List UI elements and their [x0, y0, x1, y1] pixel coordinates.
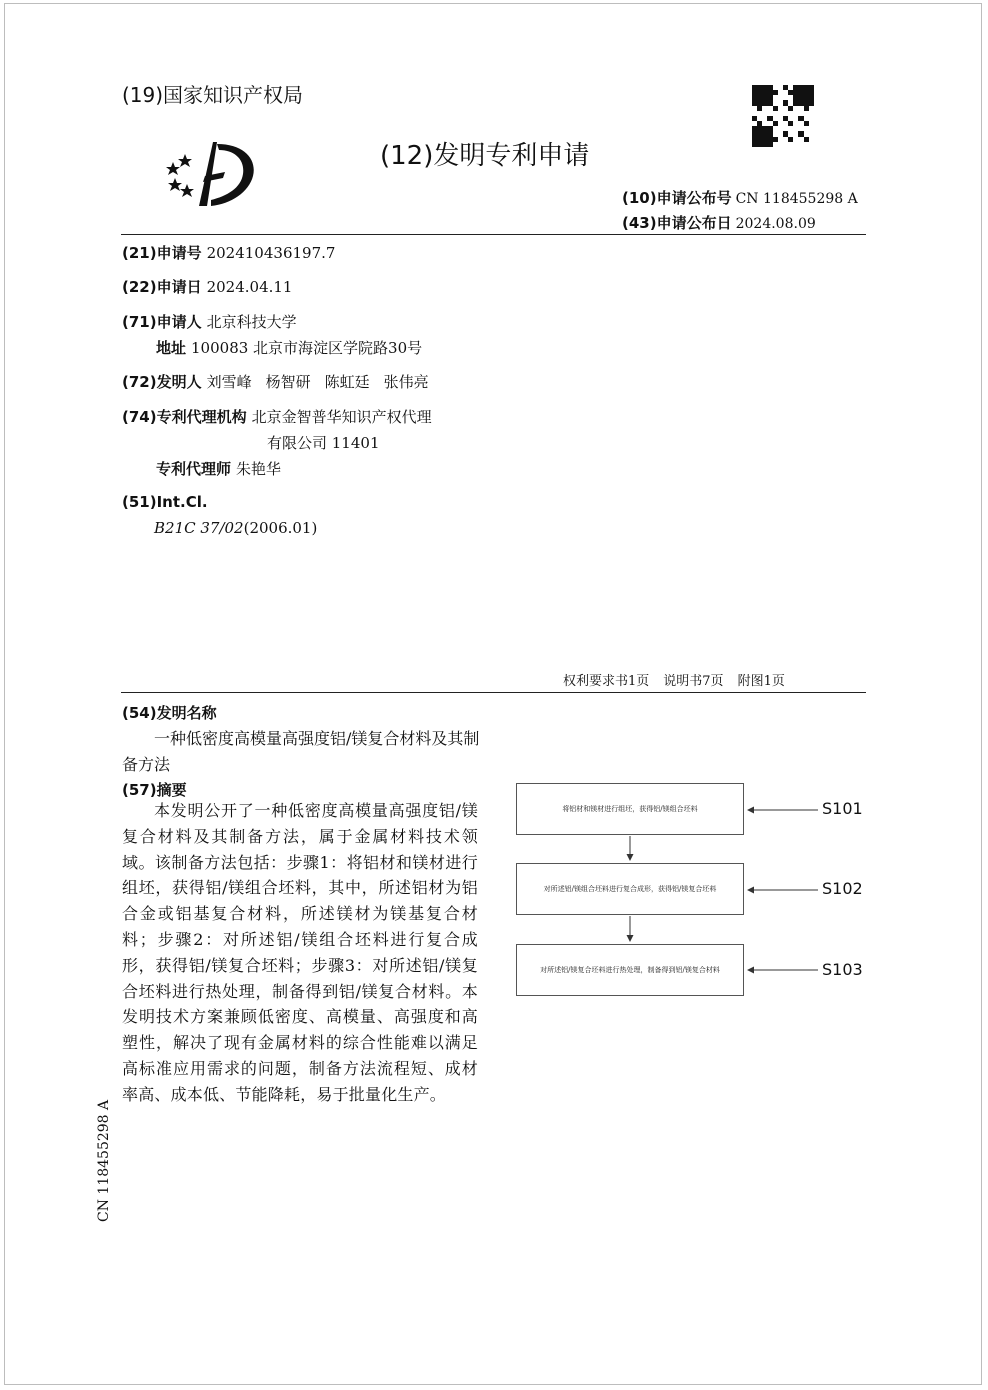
- publication-number-label: (10)申请公布号: [622, 189, 732, 207]
- address-row: [156, 337, 422, 358]
- inventors-row: [122, 371, 429, 392]
- agent-row: [156, 458, 281, 479]
- agency-name: 北京金智普华知识产权代理: [251, 408, 432, 426]
- header-divider: [121, 234, 866, 235]
- inventors-label: (72)发明人: [122, 373, 202, 391]
- application-number-label: (21)申请号: [122, 244, 202, 262]
- flow-step-box: 将铝材和镁材进行组坯，获得铝/镁组合坯料: [516, 783, 744, 835]
- cnipa-emblem-icon: [165, 136, 260, 211]
- side-publication-number: CN 118455298 A: [96, 1099, 112, 1222]
- ipc-code-row: [154, 519, 317, 537]
- inventor: 张伟亮: [383, 373, 429, 391]
- ipc-version: (2006.01): [243, 519, 318, 537]
- inventor: 陈虹廷: [324, 373, 370, 391]
- flow-step-box: 对所述铝/镁复合坯料进行热处理，制备得到铝/镁复合材料: [516, 944, 744, 996]
- claims-pages: 权利要求书1页: [563, 674, 650, 689]
- abstract-divider: [121, 692, 866, 693]
- applicant-label: (71)申请人: [122, 313, 202, 331]
- application-number-row: [122, 242, 335, 263]
- publication-date-row: [622, 212, 816, 233]
- flow-step-label: S102: [822, 879, 863, 898]
- description-pages: 说明书7页: [663, 674, 724, 689]
- publication-date-label: (43)申请公布日: [622, 214, 732, 232]
- application-number: 202410436197.7: [206, 244, 336, 262]
- agent: 朱艳华: [236, 460, 282, 478]
- inventor: 刘雪峰: [206, 373, 252, 391]
- abstract-label: (57)摘要: [122, 781, 187, 799]
- applicant: 北京科技大学: [206, 313, 297, 331]
- agency-name-cont: 有限公司 11401: [267, 434, 380, 452]
- qr-code-icon: [752, 85, 814, 147]
- publication-number-row: [622, 187, 858, 208]
- application-date-label: (22)申请日: [122, 278, 202, 296]
- applicant-row: [122, 311, 297, 332]
- agency-row: [122, 406, 432, 427]
- drawing-pages: 附图1页: [737, 674, 785, 689]
- title-label: (54)发明名称: [122, 704, 217, 722]
- ipc-label: (51)Int.Cl.: [122, 493, 208, 511]
- invention-title: 一种低密度高模量高强度铝/镁复合材料及其制备方法: [122, 729, 480, 774]
- inventor: 杨智研: [265, 373, 311, 391]
- ipc-row: [122, 493, 208, 511]
- agency-row-2: [267, 432, 380, 453]
- flow-step-box: 对所述铝/镁组合坯料进行复合成形，获得铝/镁复合坯料: [516, 863, 744, 915]
- application-date-row: [122, 276, 292, 297]
- application-date: 2024.04.11: [206, 278, 293, 296]
- document-type: (12)发明专利申请: [380, 141, 590, 171]
- ipc-code: B21C 37/02: [154, 519, 244, 537]
- agency-label: (74)专利代理机构: [122, 408, 247, 426]
- page-frame: [4, 3, 982, 1385]
- flow-step-label: S103: [822, 960, 863, 979]
- abstract-text: 本发明公开了一种低密度高模量高强度铝/镁复合材料及其制备方法，属于金属材料技术领域。该制备方法包括：步骤1：将铝材和镁材进行组坯，获得铝/镁组合坯料，其中，所述铝材为铝合金或铝基复合材料，所述镁材为镁基复合材料；步骤2：对所述铝/镁组合坯料进行复合成形，获得铝/镁复合坯料；步骤3：对所述铝/镁复合坯料进行热处理，制备得到铝/镁复合材料。本发明技术方案兼顾低密度、高模量、高强度和高塑性，解决了现有金属材料的综合性能难以满足高标准应用需求的问题，制备方法流程短、成材率高、成本低、节能降耗，易于批量化生产。: [122, 801, 478, 1104]
- publication-number: CN 118455298 A: [735, 191, 858, 207]
- publication-date: 2024.08.09: [735, 216, 816, 232]
- agent-label: 专利代理师: [156, 460, 232, 478]
- address-label: 地址: [156, 339, 187, 357]
- page-counts: [563, 670, 799, 689]
- office-name: (19)国家知识产权局: [122, 83, 304, 107]
- address: 100083 北京市海淀区学院路30号: [191, 339, 423, 357]
- flow-step-label: S101: [822, 799, 863, 818]
